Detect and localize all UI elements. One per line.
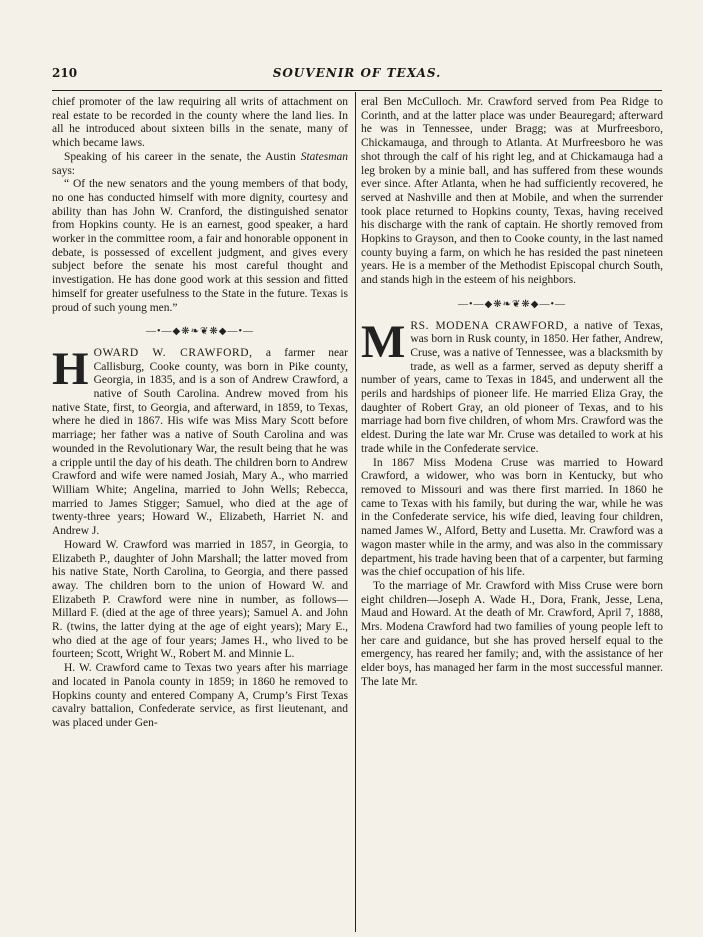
text-run: Speaking of his career in the senate, the Austin xyxy=(64,150,301,163)
quotation-paragraph: “ Of the new senators and the young members of that body, no one has conducted himself with more dignity, courtesy and ability than has John W. Cranford, the distinguished senator from Hopkins county. He is an earnest, good speaker, a hard worker in the committee room, a fair and honorable opponent in debate, is possessed of excellent judgment, and gives every subject before the senate his most careful thought and investigation. He has done good work at this session and fitted himself for greater usefulness to the State in the future. Texas is proud of such young men.” xyxy=(52,178,348,314)
column-divider xyxy=(355,92,356,932)
paragraph: eral Ben McCulloch. Mr. Crawford served from Pea Ridge to Corinth, and at the latter place was under Beauregard; afterward he was in Tennessee, under Bragg; was at Murfreesboro, Chickamauga, and through to Atlanta. At Murfreesboro he was shot through the calf of his right leg, and at Chickamauga had a leg broken by a minie ball, and has suffered from these wounds ever since. After Atlanta, when he had sufficiently recovered, he served at Nashville and then at Mobile, and when the surrender took place returned to Hopkins county, Texas, having received his discharge with the rank of captain. He shortly removed from Hopkins to Grayson, and then to Cooke county, in the last named county buying a farm, on which he has resided the past nineteen years. He is a member of the Methodist Episcopal church South, and stands high in the esteem of his neighbors. xyxy=(361,96,663,287)
paragraph: In 1867 Miss Modena Cruse was married to Howard Crawford, a widower, who was born in Kentucky, but who removed to Missouri and was there first married. In 1860 he came to Texas with his family, but during the war, while he was in the Confederate service, his wife died, leaving four children, named James W., Alford, Betty and Lusetta. Mr. Crawford was a wagon master while in the army, and was also in the commissary department, his trade having been that of a carpenter, but farming was the chief occupation of his life. xyxy=(361,456,663,579)
paragraph: chief promoter of the law requiring all writs of attachment on real estate to be recorded in the county where the land lies. In all he introduced about sixteen bills in the senate, many of which became laws. xyxy=(52,96,348,150)
paragraph: To the marriage of Mr. Crawford with Miss Cruse were born eight children—Joseph A. Wade H., Dora, Frank, Jesse, Lena, Maud and Howard. At the death of Mr. Crawford, April 7, 1888, Mrs. Modena Crawford had two families of young people left to her care and guidance, but she has proved herself equal to the emergency, has reared her family; and, with the assistance of her elder boys, has managed her farm in the most successful manner. The late Mr. xyxy=(361,579,663,688)
paragraph xyxy=(52,151,348,178)
text-run: says: xyxy=(52,164,75,177)
running-title: SOUVENIR OF TEXAS. xyxy=(272,66,442,80)
section-ornament: —•—◆❋❧❦❋◆—•— xyxy=(146,326,254,338)
paragraph: Howard W. Crawford was married in 1857, in Georgia, to Elizabeth P., daughter of John Marshall; the latter moved from his native State, North Carolina, to Georgia, and there passed away. The children born to the union of Howard W. and Elizabeth P. Crawford were nine in number, as follows—Millard F. (died at the age of three years); Samuel A. and John R. (twins, the latter dying at the age of eight years); Mary E., who died at the age of four years; James H., who lived to be fourteen; Scott, Wright W., Robert M. and Minnie L. xyxy=(52,538,348,661)
page-number: 210 xyxy=(52,66,78,80)
newspaper-name: Statesman xyxy=(300,150,348,163)
biography-name: RS. MODENA CRAWFORD, xyxy=(410,319,568,332)
header-rule xyxy=(52,90,662,91)
left-column xyxy=(52,96,348,731)
biography-paragraph xyxy=(361,315,663,457)
paragraph: H. W. Crawford came to Texas two years after his marriage and located in Panola county in 1859; in 1860 he removed to Hopkins county and entered Company A, Crump’s First Texas cavalry battalion, Confederate service, as first lieutenant, and was placed under Gen- xyxy=(52,662,348,729)
section-ornament: —•—◆❋❧❦❋◆—•— xyxy=(458,298,566,310)
page-header xyxy=(52,66,662,84)
right-column xyxy=(361,96,663,690)
text-run: a native of Texas, was born in Rusk county, in 1850. Her father, Andrew, Cruse, was a native of Tennessee, was a blacksmith by trade, as well as a farmer, served as deputy sheriff a number of years, came to Texas in 1845, and underwent all the perils and hardships of pioneer life. He married Eliza Gray, the daughter of Robert Gray, an old pioneer of Texas, and to his marriage had born five children, of whom Mrs. Crawford was the eldest. During the late war Mr. Cruse was detailed to work at his trade while in the Confederate service. xyxy=(361,319,663,455)
text-run: a farmer near Callisburg, Cooke county, was born in Pike county, Georgia, in 1835, and is a son of Andrew Crawford, a native of South Carolina. Andrew moved from his native State, first, to Georgia, and afterward, in 1859, to Texas, where he died in 1867. His wife was Miss Mary Scott before marriage; her father was a native of South Carolina and was wounded in the Revolutionary War, the result being that he was a cripple until the day of his death. The children born to Andrew Crawford and wife were named Josiah, Mary A., who married William White; Angelina, married to John Wells; Rebecca, married to James Stigger; Samuel, who died at the age of twenty-three years; Howard W., Elizabeth, Harriet N. and Andrew J. xyxy=(52,346,348,538)
drop-cap: M xyxy=(361,315,406,368)
biography-paragraph xyxy=(52,342,348,539)
biography-name: OWARD W. CRAWFORD, xyxy=(93,346,253,359)
drop-cap: H xyxy=(52,342,89,395)
